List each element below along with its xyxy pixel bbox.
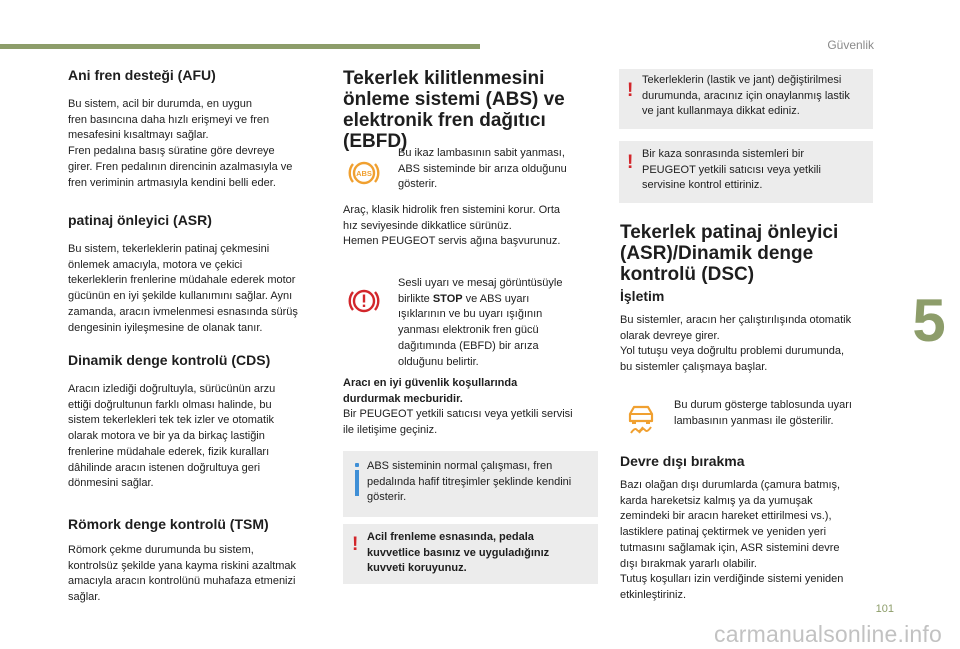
tsm-section — [68, 516, 330, 606]
accident-warning-box — [619, 141, 873, 203]
abs-section — [343, 68, 598, 152]
brake-warning-text — [398, 276, 598, 370]
asr-section — [68, 212, 330, 336]
header-accent-bar — [0, 44, 480, 49]
operation-body: Bu sistemler, aracın her çalıştırılışında otomatik olarak devreye girer. Yol tutuşu veya doğrultu problemi durumunda, bu sistemler çalışmaya başlar. — [620, 314, 852, 374]
emergency-brake-warning-box — [343, 524, 598, 584]
emergency-brake-text: Acil frenleme esnasında, pedala kuvvetlice basınız ve uyguladığınız kuvveti koruyunuz. — [367, 531, 550, 575]
afu-title: Ani fren desteği (AFU) — [68, 67, 216, 83]
abs-info-box — [343, 451, 598, 517]
exclamation-icon: ! — [627, 80, 634, 101]
disable-title: Devre dışı bırakma — [620, 453, 745, 469]
tsm-body: Römork çekme durumunda bu sistem, kontrolsüz şekilde yana kayma riskini azaltmak amacıyla aracın kontrolünü muhafaza etmenizi sağlar. — [68, 544, 297, 604]
operation-title: İşletim — [620, 288, 665, 304]
afu-body: Bu sistem, acil bir durumda, en uygun fren basıncına daha hızlı erişmeyi ve fren mesafesini kısaltmayı sağlar. Fren pedalına basış süratine göre devreye girer. Fren pedalının direncinin azalmasıyla ve fren veriminin artmasıyla kendini belli eder. — [68, 98, 293, 189]
stop-heading: Aracı en iyi güvenlik koşullarında durdurmak mecburidir. — [343, 377, 518, 405]
dsc-title: Tekerlek patinaj önleyici (ASR)/Dinamik denge kontrolü (DSC) — [620, 222, 839, 285]
section-title: Güvenlik — [827, 38, 874, 52]
accident-text: Bir kaza sonrasında sistemleri bir PEUGEOT yetkili satıcısı veya yetkili servisine kontrol ettiriniz. — [642, 148, 821, 192]
asr-body: Bu sistem, tekerleklerin patinaj çekmesini önlemek amacıyla, motora ve çekici tekerleklerin frenlerine müdahale ederek motor gücünün en iyi şekilde kullanımını sağlar. Aynı zamanda, aracın ivmelenmesi esnasında sürüş dengesinin iyileşmesine de olanak tanır. — [68, 243, 298, 334]
brake-warning-text-pre: Sesli uyarı ve mesaj görüntüsüyle birlikte — [398, 277, 563, 305]
disable-body: Bazı olağan dışı durumlarda (çamura batmış, karda hareketsiz kalmış ya da yumuşak zemindeki bir aracın hareket ettirilmesi vs.), lastiklere patinaj çektirmek ve yeniden yeri tutmasını sağlamak için, ASR sistemini devre dışı bırakmak yararlı olabilir. Tutuş koşulları izin verdiğinde sistemi yeniden etkinleştiriniz. — [620, 479, 844, 601]
chapter-tab — [898, 268, 960, 368]
abs-warning-light-icon — [347, 156, 381, 190]
brake-warning-text-post: ve ABS uyarı ışıklarının ve bu uyarı ışığının yanması elektronik fren gücü dağıtımında (EBFD) bir arıza olduğunu belirtir. — [398, 292, 543, 368]
page-number: 101 — [875, 603, 894, 615]
exclamation-icon: ! — [352, 534, 359, 555]
tyre-change-text: Tekerleklerin (lastik ve jant) değiştirilmesi durumunda, aracınız için onaylanmış lastik ve jant kullanmaya dikkat ediniz. — [642, 74, 850, 118]
abs-icon-text: Bu ikaz lambasının sabit yanması, ABS sisteminde bir arıza olduğunu gösterir. — [398, 147, 567, 191]
abs-title: Tekerlek kilitlenmesini önleme sistemi (ABS) ve elektronik fren dağıtıcı (EBFD) — [343, 68, 565, 152]
afu-section — [68, 67, 330, 191]
info-icon — [355, 470, 359, 496]
dsc-warning-light-icon — [623, 400, 659, 436]
tsm-title: Römork denge kontrolü (TSM) — [68, 516, 269, 532]
dsc-icon-text: Bu durum gösterge tablosunda uyarı lambasının yanması ile gösterilir. — [674, 399, 852, 427]
cds-body: Aracın izlediği doğrultuyla, sürücünün arzu ettiği doğrultunun farklı olması halinde, bu sistem tekerlekleri tek tek izler ve otomatik olarak motora ve bir ya da birkaç lastiğin frenlerine müdahale ederek, fizik kuralları dâhilinde aracın istenen doğrultuya geri dönmesini sağlar. — [68, 383, 276, 490]
chapter-number: 5 — [912, 287, 946, 354]
asr-title: patinaj önleyici (ASR) — [68, 212, 212, 228]
abs-info-text: ABS sisteminin normal çalışması, fren pedalında hafif titreşimler şeklinde kendini gösterir. — [367, 460, 572, 504]
stop-body: Bir PEUGEOT yetkili satıcısı veya yetkili servisi ile iletişime geçiniz. — [343, 408, 573, 436]
cds-title: Dinamik denge kontrolü (CDS) — [68, 352, 271, 368]
abs-icon-label: ABS — [356, 169, 372, 178]
tyre-change-warning-box — [619, 69, 873, 129]
exclamation-icon: ! — [627, 152, 634, 173]
cds-section — [68, 352, 330, 492]
stop-label: STOP — [432, 292, 463, 305]
abs-para: Araç, klasik hidrolik fren sistemini korur. Orta hız seviyesinde dikkatlice sürünüz. Hemen PEUGEOT servis ağına başvurunuz. — [343, 204, 561, 248]
watermark: carmanualsonline.info — [714, 621, 942, 647]
brake-warning-light-icon — [347, 284, 381, 318]
